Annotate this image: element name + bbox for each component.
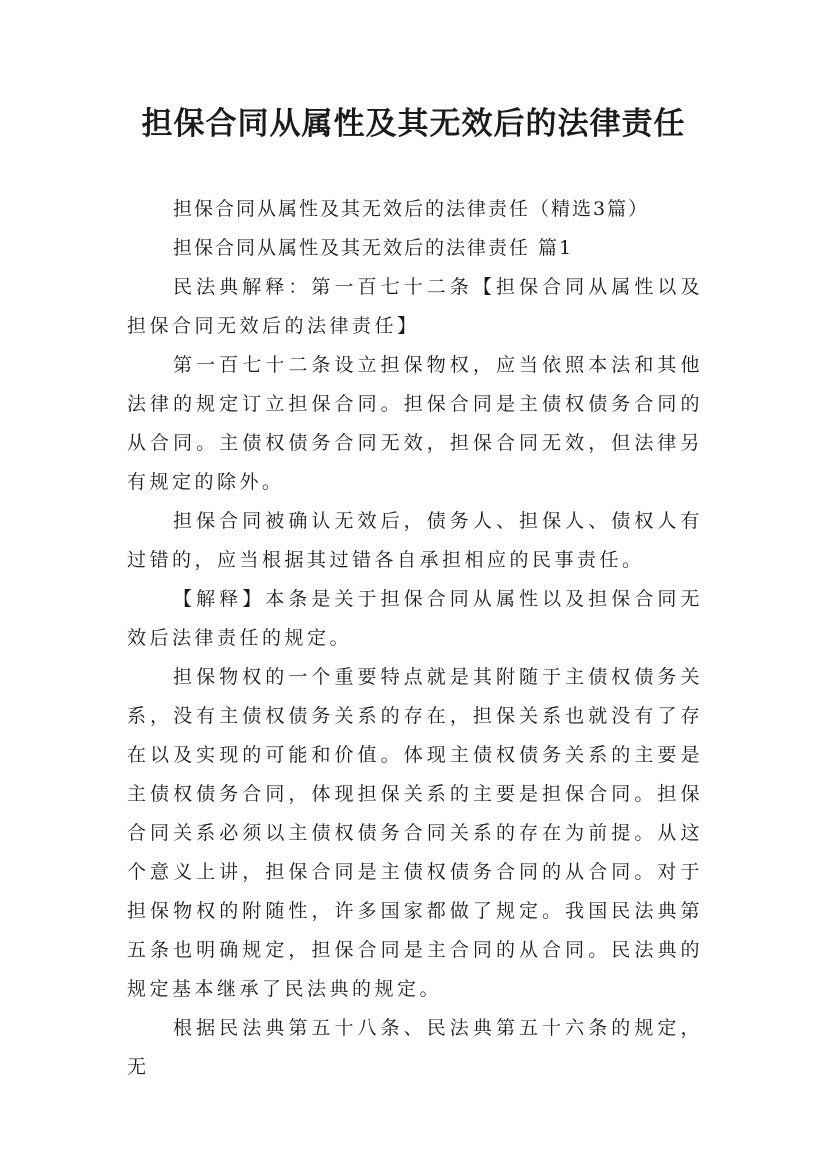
collection-subtitle: 担保合同从属性及其无效后的法律责任（精选3篇）: [173, 198, 650, 220]
document-title: 担保合同从属性及其无效后的法律责任: [141, 106, 686, 142]
paragraph: 担保物权的一个重要特点就是其附随于主债权债务关系，没有主债权债务关系的存在，担保关系也就没有了存在以及实现的可能和价值。体现主债权债务关系的主要是主债权债务合同，体现担保关系的主要是担保合同。担保合同关系必须以主债权债务合同关系的存在为前提。从这个意义上讲，担保合同是主债权债务合同的从合同。对于担保物权的附随性，许多国家都做了规定。我国民法典第五条也明确规定，担保合同是主合同的从合同。民法典的规定基本继承了民法典的规定。: [127, 666, 703, 1000]
paragraph: 民法典解释：第一百七十二条【担保合同从属性以及担保合同无效后的法律责任】: [127, 276, 703, 337]
paragraph: 担保合同被确认无效后，债务人、担保人、债权人有过错的，应当根据其过错各自承担相应的民事责任。: [127, 510, 703, 571]
paragraph: 根据民法典第五十八条、民法典第五十六条的规定，无: [127, 1017, 703, 1078]
paragraph: 第一百七十二条设立担保物权，应当依照本法和其他法律的规定订立担保合同。担保合同是主债权债务合同的从合同。主债权债务合同无效，担保合同无效，但法律另有规定的除外。: [127, 354, 703, 493]
document-body: [127, 190, 703, 1087]
article-heading: 担保合同从属性及其无效后的法律责任 篇1: [173, 237, 574, 259]
paragraph: 【解释】本条是关于担保合同从属性以及担保合同无效后法律责任的规定。: [127, 588, 703, 649]
